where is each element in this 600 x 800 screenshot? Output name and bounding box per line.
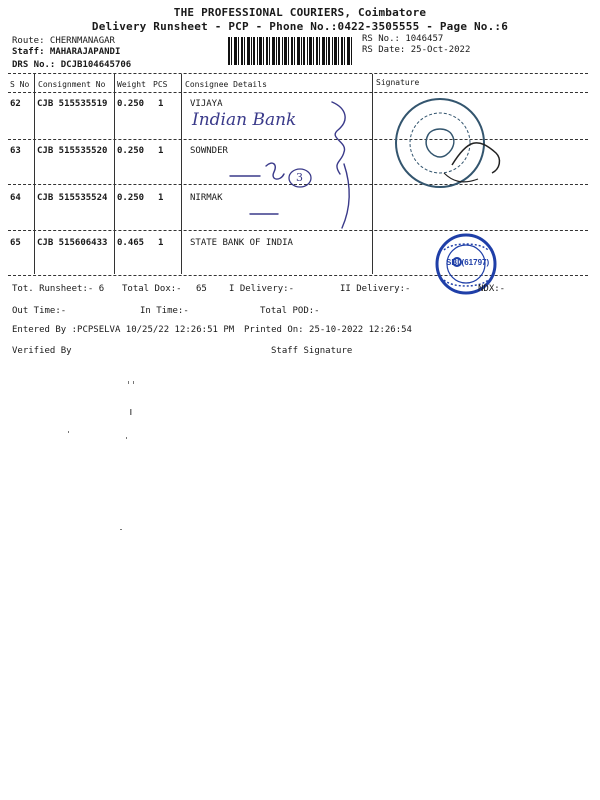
header-pcs: PCS xyxy=(153,80,168,89)
row-sno: 63 xyxy=(10,146,21,156)
ii-delivery: II Delivery:- xyxy=(340,284,411,294)
handwritten-scribble xyxy=(220,98,370,238)
header-consignee: Consignee Details xyxy=(185,80,267,89)
barcode xyxy=(228,37,352,65)
tot-runsheet: Tot. Runsheet:- 6 xyxy=(12,284,105,294)
column-divider xyxy=(181,74,182,274)
row-consignee: SOWNDER xyxy=(190,146,228,156)
row-sno: 62 xyxy=(10,99,21,109)
column-divider xyxy=(114,74,115,274)
staff-signature: Staff Signature xyxy=(271,346,353,356)
row-pcs: 1 xyxy=(158,193,164,203)
row-pcs: 1 xyxy=(158,99,164,109)
column-divider xyxy=(34,74,35,274)
printed-on: Printed On: 25-10-2022 12:26:54 xyxy=(244,325,412,335)
total-dox-value: 65 xyxy=(196,284,207,294)
row-consignment: CJB 515606433 xyxy=(37,238,108,248)
row-sno: 65 xyxy=(10,238,21,248)
row-weight: 0.250 xyxy=(117,146,145,156)
bank-seal-text: SBI (61797) xyxy=(446,258,490,267)
handwritten-note: Indian Bank xyxy=(192,110,297,130)
i-delivery: I Delivery:- xyxy=(229,284,295,294)
rs-number: RS No.: 1046457 xyxy=(362,34,444,44)
header-weight: Weight xyxy=(117,80,146,89)
row-pcs: 1 xyxy=(158,238,164,248)
total-pod: Total POD:- xyxy=(260,306,320,316)
ndx-label: NDX:- xyxy=(478,284,506,294)
verified-by: Verified By xyxy=(12,346,72,356)
row-pcs: 1 xyxy=(158,146,164,156)
header-signature: Signature xyxy=(376,78,420,87)
total-dox-label: Total Dox:- xyxy=(122,284,182,294)
header-sno: S No xyxy=(10,80,30,89)
entered-by: Entered By :PCPSELVA 10/25/22 12:26:51 PM xyxy=(12,325,235,335)
row-consignment: CJB 515535524 xyxy=(37,193,108,203)
row-consignee: VIJAYA xyxy=(190,99,223,109)
in-time: In Time:- xyxy=(140,306,189,316)
row-weight: 0.250 xyxy=(117,193,145,203)
circular-stamp-icon xyxy=(392,95,512,195)
column-divider xyxy=(372,74,373,274)
out-time: Out Time:- xyxy=(12,306,67,316)
company-title: THE PROFESSIONAL COURIERS, Coimbatore xyxy=(173,6,427,19)
header-consignment: Consignment No xyxy=(38,80,106,89)
row-consignment: CJB 515535520 xyxy=(37,146,108,156)
table-top-rule xyxy=(8,73,588,74)
table-header-rule xyxy=(8,92,588,93)
scan-specks xyxy=(60,375,180,545)
row-weight: 0.465 xyxy=(117,238,145,248)
row-sno: 64 xyxy=(10,193,21,203)
rs-date: RS Date: 25-Oct-2022 xyxy=(362,45,471,55)
row-consignment: CJB 515535519 xyxy=(37,99,108,109)
row-weight: 0.250 xyxy=(117,99,145,109)
drs-number: DRS No.: DCJB104645706 xyxy=(12,60,132,70)
runsheet-title: Delivery Runsheet - PCP - Phone No.:0422-3505555 - Page No.:6 xyxy=(91,20,509,33)
row-consignee: NIRMAK xyxy=(190,193,223,203)
handwritten-circled-number: 3 xyxy=(296,171,303,184)
row-consignee: STATE BANK OF INDIA xyxy=(190,238,293,248)
staff-label: Staff: MAHARAJAPANDI xyxy=(12,47,121,57)
route-label: Route: CHERNMANAGAR xyxy=(12,36,115,46)
